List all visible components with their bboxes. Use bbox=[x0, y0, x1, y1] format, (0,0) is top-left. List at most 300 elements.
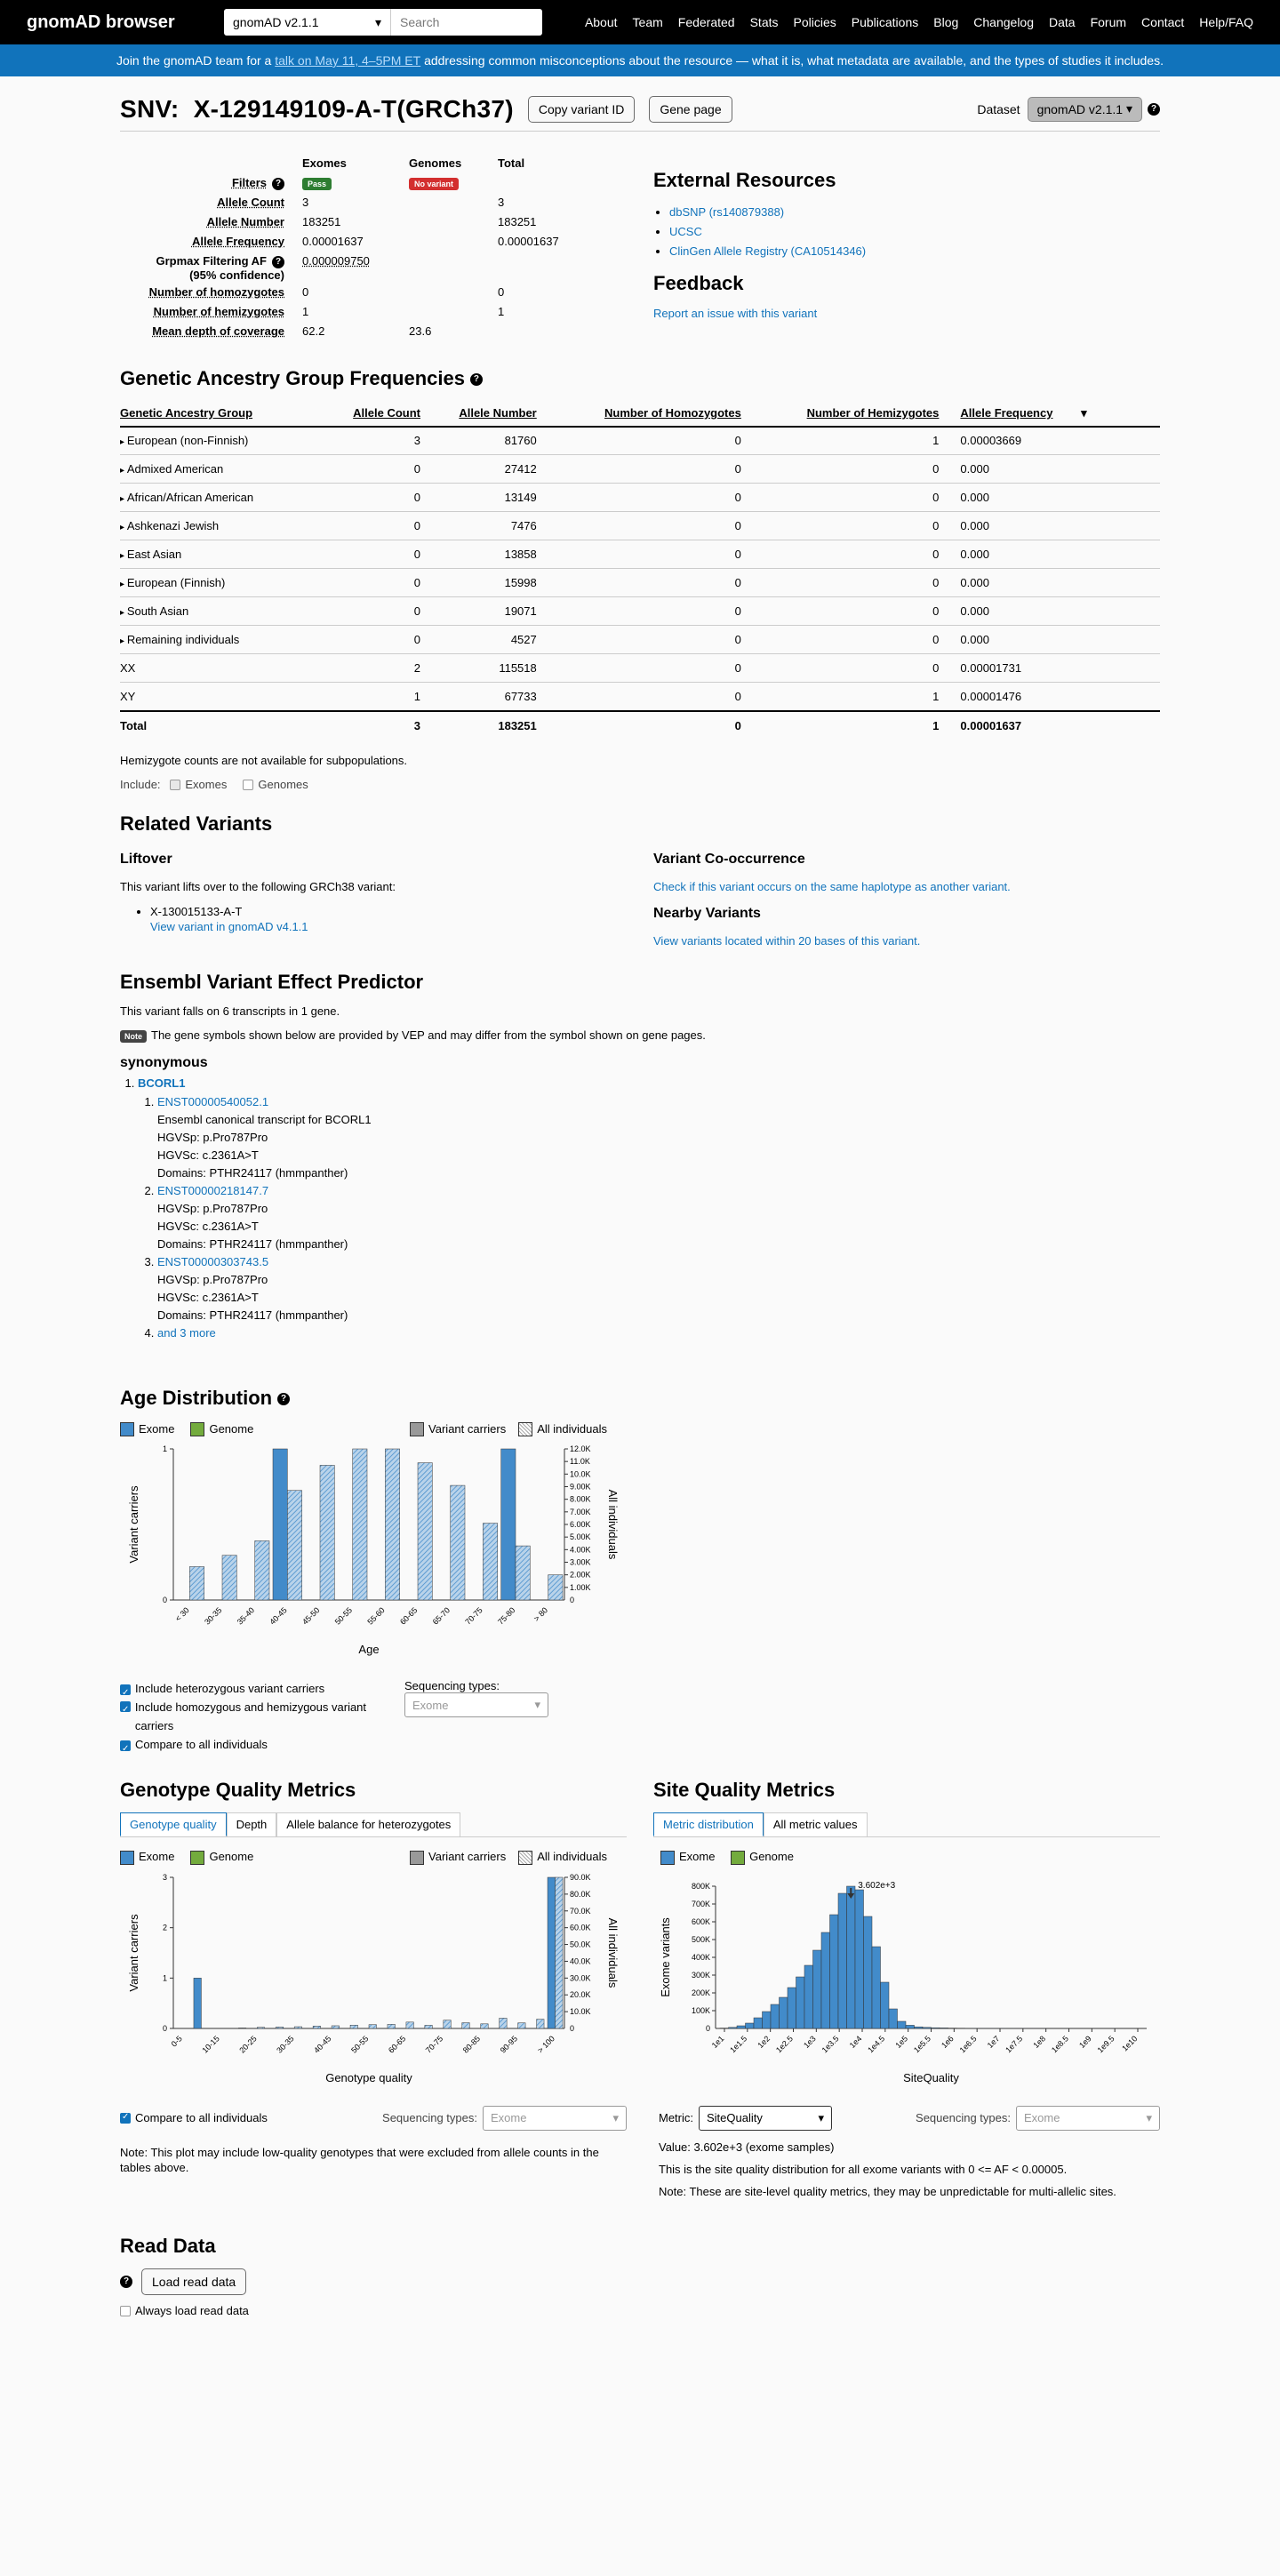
summary-value: 23.6 bbox=[409, 324, 432, 338]
expand-arrow-icon[interactable]: ▸ bbox=[120, 551, 127, 562]
all-individuals-bar[interactable] bbox=[462, 2022, 469, 2028]
ancestry-header-label: Allele Count bbox=[353, 406, 420, 420]
dataset-dropdown[interactable] bbox=[1028, 97, 1142, 122]
histogram-bar[interactable] bbox=[796, 1977, 805, 2028]
ancestry-cell-value: 19071 bbox=[504, 604, 537, 619]
histogram-bar[interactable] bbox=[889, 2009, 898, 2028]
expand-arrow-icon[interactable]: ▸ bbox=[120, 580, 127, 590]
ancestry-header[interactable] bbox=[420, 401, 537, 427]
seq-type-value: Exome bbox=[412, 1698, 449, 1712]
all-individuals-bar[interactable] bbox=[483, 1524, 497, 1600]
summary-cell-exomes bbox=[302, 194, 409, 213]
histogram-bar[interactable] bbox=[847, 1886, 856, 2028]
histogram-bar[interactable] bbox=[855, 1890, 864, 2028]
top-nav bbox=[0, 0, 1280, 44]
ancestry-row[interactable] bbox=[120, 512, 1160, 540]
ancestry-cell-value: 0.000 bbox=[960, 604, 989, 619]
legend-all: All individuals bbox=[537, 1421, 607, 1436]
ancestry-cell-value: 0 bbox=[932, 604, 940, 619]
summary-cell-exomes bbox=[302, 233, 409, 252]
transcript-canonical: Ensembl canonical transcript for BCORL1 bbox=[157, 1112, 372, 1126]
nav-link-team[interactable]: Team bbox=[632, 15, 663, 29]
carrier-bar[interactable] bbox=[501, 1449, 516, 1600]
ancestry-cell bbox=[741, 569, 940, 597]
summary-corner bbox=[120, 155, 302, 174]
caret-down-icon: ▾ bbox=[612, 2110, 619, 2124]
all-individuals-bar[interactable] bbox=[516, 1546, 530, 1600]
gene-link[interactable]: BCORL1 bbox=[138, 1076, 186, 1090]
ancestry-cell bbox=[537, 569, 741, 597]
copy-variant-id-button[interactable]: Copy variant ID bbox=[528, 96, 635, 123]
ancestry-cell bbox=[120, 484, 320, 512]
note-badge: Note bbox=[120, 1030, 147, 1043]
carriers-swatch bbox=[410, 1851, 424, 1865]
all-individuals-bar[interactable] bbox=[287, 1491, 301, 1600]
ancestry-cell-value: 0 bbox=[932, 548, 940, 562]
x-tick-label: 1e3 bbox=[802, 2034, 818, 2050]
histogram-bar[interactable] bbox=[906, 2025, 915, 2028]
ancestry-cell bbox=[537, 683, 741, 711]
summary-row bbox=[120, 213, 568, 233]
all-individuals-bar[interactable] bbox=[444, 2020, 451, 2028]
genotype-quality-chart bbox=[120, 1868, 627, 2100]
external-link[interactable]: ClinGen Allele Registry (CA10514346) bbox=[669, 244, 867, 258]
y2-tick-label: 8.00K bbox=[570, 1494, 591, 1504]
ancestry-total-row bbox=[120, 711, 1160, 740]
ancestry-cell-value: XY bbox=[120, 689, 136, 703]
ancestry-section bbox=[120, 367, 1160, 791]
related-title: Related Variants bbox=[120, 812, 273, 835]
x-tick-label: 1e9 bbox=[1077, 2034, 1093, 2050]
legend-genome: Genome bbox=[209, 1421, 254, 1436]
ancestry-cell bbox=[120, 455, 320, 484]
histogram-bar[interactable] bbox=[804, 1965, 813, 2028]
caret-down-icon: ▾ bbox=[374, 14, 381, 29]
tab-allele-balance[interactable]: Allele balance for heterozygotes bbox=[276, 1812, 460, 1836]
ancestry-cell bbox=[741, 626, 940, 654]
summary-value: 1 bbox=[498, 304, 505, 318]
expand-arrow-icon[interactable]: ▸ bbox=[120, 523, 127, 533]
gq-compare-label: Compare to all individuals bbox=[135, 2111, 268, 2125]
ancestry-row[interactable] bbox=[120, 455, 1160, 484]
ancestry-total-cell bbox=[320, 711, 420, 740]
x-tick-label: 70-75 bbox=[463, 1605, 484, 1627]
ancestry-header-label: Allele Frequency bbox=[960, 405, 1053, 420]
y-tick-label: 500K bbox=[691, 1934, 710, 1944]
genomes-checkbox[interactable] bbox=[243, 780, 253, 790]
histogram-bar[interactable] bbox=[864, 1916, 873, 2028]
x-tick-label: 45-50 bbox=[300, 1605, 322, 1627]
ancestry-cell bbox=[939, 540, 1160, 569]
y2-tick-label: 40.0K bbox=[570, 1956, 591, 1966]
all-individuals-bar[interactable] bbox=[481, 2023, 488, 2028]
help-icon[interactable]: ? bbox=[1148, 103, 1160, 116]
all-individuals-bar[interactable] bbox=[451, 1485, 465, 1600]
help-icon[interactable]: ? bbox=[272, 178, 284, 190]
include-label: Include: bbox=[120, 777, 161, 791]
nav-link-contact[interactable]: Contact bbox=[1141, 15, 1185, 29]
ancestry-header[interactable] bbox=[120, 401, 320, 427]
x-axis-label: Age bbox=[358, 1643, 380, 1657]
ancestry-row[interactable] bbox=[120, 569, 1160, 597]
sq-seq-select[interactable] bbox=[1016, 2106, 1160, 2131]
search-input[interactable]: Search bbox=[391, 9, 542, 36]
metric-label: Metric: bbox=[659, 2111, 693, 2125]
site-quality-section bbox=[653, 1779, 1160, 2199]
include-het-checkbox[interactable] bbox=[120, 1684, 131, 1695]
histogram-bar[interactable] bbox=[754, 2018, 763, 2028]
nav-link-about[interactable]: About bbox=[584, 15, 618, 29]
include-hom-checkbox[interactable] bbox=[120, 1701, 131, 1712]
report-issue-link[interactable]: Report an issue with this variant bbox=[653, 307, 818, 320]
cooccurrence-link[interactable]: Check if this variant occurs on the same haplotype as another variant. bbox=[653, 879, 1011, 893]
histogram-bar[interactable] bbox=[830, 1915, 839, 2028]
all-individuals-bar[interactable] bbox=[425, 2025, 432, 2028]
genomes-checkbox-label: Genomes bbox=[258, 777, 308, 791]
y-axis-label: Variant carriers bbox=[127, 1485, 140, 1564]
histogram-bar[interactable] bbox=[881, 1982, 890, 2028]
ancestry-cell-value: 0 bbox=[734, 576, 741, 590]
expand-arrow-icon[interactable]: ▸ bbox=[120, 608, 127, 619]
histogram-bar[interactable] bbox=[915, 2027, 924, 2028]
y-tick-label: 0 bbox=[162, 1596, 167, 1605]
nav-links bbox=[585, 15, 1253, 29]
transcript-link[interactable]: ENST00000303743.5 bbox=[157, 1254, 269, 1268]
ancestry-cell bbox=[120, 654, 320, 683]
nav-link-helpfaq[interactable]: Help/FAQ bbox=[1199, 15, 1253, 29]
ancestry-row[interactable] bbox=[120, 597, 1160, 626]
all-individuals-bar[interactable] bbox=[332, 2026, 339, 2028]
vep-title: Ensembl Variant Effect Predictor bbox=[120, 970, 424, 993]
summary-value: 0.00001637 bbox=[302, 235, 364, 248]
x-tick-label: 50-55 bbox=[332, 1605, 355, 1627]
ancestry-cell bbox=[120, 512, 320, 540]
nav-link-forum[interactable]: Forum bbox=[1090, 15, 1127, 29]
liftover-link[interactable]: View variant in gnomAD v4.1.1 bbox=[150, 919, 308, 933]
always-load-checkbox[interactable] bbox=[120, 2306, 131, 2316]
all-individuals-bar[interactable] bbox=[350, 2025, 357, 2028]
ancestry-cell-value: African/African American bbox=[126, 491, 254, 505]
y-tick-label: 0 bbox=[705, 2023, 710, 2033]
ancestry-cell bbox=[939, 683, 1160, 711]
summary-cell-genomes bbox=[409, 303, 498, 323]
dataset-select[interactable] bbox=[224, 9, 391, 36]
summary-cell-exomes bbox=[302, 284, 409, 303]
all-individuals-bar[interactable] bbox=[313, 2026, 320, 2028]
ancestry-cell-value: 0 bbox=[734, 604, 741, 619]
liftover-title: Liftover bbox=[120, 851, 172, 867]
x-tick-label: < 30 bbox=[173, 1605, 191, 1624]
external-link[interactable]: UCSC bbox=[669, 225, 702, 238]
no-variant-badge: No variant bbox=[409, 178, 459, 190]
summary-value: 0.00001637 bbox=[498, 235, 559, 248]
ancestry-header[interactable] bbox=[320, 401, 420, 427]
summary-cell-genomes bbox=[409, 194, 498, 213]
ancestry-header-label: Genetic Ancestry Group bbox=[120, 406, 253, 420]
histogram-bar[interactable] bbox=[813, 1950, 822, 2028]
ancestry-header[interactable] bbox=[537, 401, 741, 427]
x-tick-label: 1e1.5 bbox=[728, 2034, 749, 2055]
ancestry-cell-value: 0.00001731 bbox=[960, 661, 1022, 676]
summary-cell-genomes bbox=[409, 323, 498, 342]
expand-arrow-icon[interactable]: ▸ bbox=[120, 466, 127, 476]
all-individuals-swatch bbox=[518, 1422, 532, 1436]
histogram-bar[interactable] bbox=[872, 1947, 881, 2028]
ancestry-cell-value: 0 bbox=[413, 633, 420, 647]
ancestry-row[interactable] bbox=[120, 626, 1160, 654]
gene-page-button[interactable]: Gene page bbox=[649, 96, 732, 123]
transcript-link[interactable]: ENST00000540052.1 bbox=[157, 1094, 269, 1108]
all-individuals-bar[interactable] bbox=[418, 1463, 432, 1600]
ancestry-cell bbox=[320, 683, 420, 711]
all-individuals-bar[interactable] bbox=[537, 2019, 544, 2028]
page-header bbox=[120, 87, 1160, 132]
ancestry-cell-value: 0.000 bbox=[960, 462, 989, 476]
ancestry-cell bbox=[537, 597, 741, 626]
liftover-variant: X-130015133-A-T bbox=[150, 904, 243, 918]
carrier-bar[interactable] bbox=[548, 1877, 555, 2028]
nav-link-data[interactable]: Data bbox=[1049, 15, 1076, 29]
legend-carriers: Variant carriers bbox=[428, 1421, 507, 1436]
ancestry-cell bbox=[939, 654, 1160, 683]
ancestry-cell-value: 2 bbox=[413, 661, 420, 676]
ancestry-cell bbox=[537, 455, 741, 484]
sq-title: Site Quality Metrics bbox=[653, 1779, 836, 1802]
ancestry-row bbox=[120, 654, 1160, 683]
legend-genome: Genome bbox=[749, 1850, 794, 1864]
brand-logo[interactable]: gnomAD browser bbox=[27, 12, 175, 32]
seq-type-select[interactable] bbox=[404, 1692, 548, 1717]
ancestry-cell-value: 115518 bbox=[499, 661, 537, 676]
always-load-label: Always load read data bbox=[135, 2303, 249, 2317]
x-tick-label: 30-35 bbox=[275, 2034, 296, 2055]
ancestry-cell-value: 1 bbox=[413, 689, 420, 703]
summary-cell-exomes bbox=[302, 303, 409, 323]
histogram-bar[interactable] bbox=[780, 1997, 788, 2028]
expand-arrow-icon[interactable]: ▸ bbox=[120, 494, 127, 505]
histogram-bar[interactable] bbox=[821, 1932, 830, 2028]
x-tick-label: 1e6.5 bbox=[957, 2034, 979, 2055]
help-icon[interactable]: ? bbox=[470, 373, 483, 386]
summary-row-label bbox=[120, 323, 302, 342]
histogram-bar[interactable] bbox=[746, 2023, 755, 2028]
transcript-hgvsp: HGVSp: p.Pro787Pro bbox=[157, 1272, 268, 1286]
compare-all-label: Compare to all individuals bbox=[135, 1738, 268, 1752]
ancestry-cell bbox=[420, 427, 537, 455]
x-tick-label: 90-95 bbox=[498, 2034, 520, 2055]
x-tick-label: 80-85 bbox=[460, 2034, 483, 2055]
all-individuals-bar[interactable] bbox=[518, 2022, 525, 2028]
histogram-bar[interactable] bbox=[729, 2027, 738, 2028]
nearby-link[interactable]: View variants located within 20 bases of this variant. bbox=[653, 933, 921, 948]
carrier-bar[interactable] bbox=[273, 1449, 287, 1600]
summary-cell-genomes bbox=[409, 233, 498, 252]
ancestry-total-cell bbox=[741, 711, 940, 740]
exomes-checkbox[interactable] bbox=[170, 780, 180, 790]
ancestry-cell-value: 0 bbox=[932, 633, 940, 647]
marker-label: 3.602e+3 bbox=[858, 1880, 896, 1891]
transcript-item bbox=[157, 1093, 1160, 1182]
histogram-bar[interactable] bbox=[763, 2012, 772, 2028]
ancestry-header[interactable] bbox=[939, 401, 1160, 427]
ancestry-cell bbox=[939, 626, 1160, 654]
all-individuals-bar[interactable] bbox=[222, 1556, 236, 1600]
x-tick-label: 1e9.5 bbox=[1095, 2034, 1116, 2055]
ancestry-cell bbox=[537, 540, 741, 569]
ancestry-cell-value: 0 bbox=[932, 462, 940, 476]
all-individuals-bar[interactable] bbox=[369, 2024, 376, 2028]
summary-value: 1 bbox=[302, 304, 309, 318]
banner-link[interactable]: talk on May 11, 4–5PM ET bbox=[275, 53, 421, 68]
ancestry-cell bbox=[320, 569, 420, 597]
y-axis-label: Exome variants bbox=[659, 1916, 672, 1997]
ancestry-cell bbox=[320, 427, 420, 455]
histogram-bar[interactable] bbox=[771, 2004, 780, 2028]
ancestry-cell-value: European (Finnish) bbox=[126, 576, 226, 590]
vep-section bbox=[120, 971, 1160, 1342]
all-individuals-bar[interactable] bbox=[353, 1449, 367, 1600]
all-individuals-bar[interactable] bbox=[556, 1877, 563, 2028]
histogram-bar[interactable] bbox=[923, 2027, 932, 2028]
ancestry-cell-value: 15998 bbox=[504, 576, 537, 590]
y-tick-label: 100K bbox=[691, 2005, 710, 2015]
ancestry-cell-value: 0 bbox=[932, 519, 940, 533]
summary-row bbox=[120, 323, 568, 342]
summary-row-label bbox=[120, 284, 302, 303]
y-tick-label: 1 bbox=[162, 1973, 167, 1983]
y2-axis-label: All individuals bbox=[606, 1917, 620, 1988]
ancestry-cell bbox=[420, 512, 537, 540]
y2-tick-label: 70.0K bbox=[570, 1906, 591, 1916]
y2-axis-label: All individuals bbox=[606, 1489, 620, 1560]
legend-all: All individuals bbox=[537, 1850, 607, 1864]
sq-note: Note: These are site-level quality metrics, they may be unpredictable for multi-allelic sites. bbox=[659, 2184, 1116, 2198]
all-individuals-bar[interactable] bbox=[548, 1575, 563, 1600]
ancestry-cell-value: 13149 bbox=[504, 491, 537, 505]
ancestry-cell bbox=[320, 626, 420, 654]
metric-select[interactable] bbox=[699, 2106, 832, 2131]
transcript-link[interactable]: ENST00000218147.7 bbox=[157, 1183, 269, 1197]
external-link[interactable]: dbSNP (rs140879388) bbox=[669, 205, 785, 219]
all-individuals-bar[interactable] bbox=[385, 1449, 399, 1600]
ancestry-header[interactable] bbox=[741, 401, 940, 427]
ancestry-cell-value: 0 bbox=[734, 689, 741, 703]
tab-metric-distribution[interactable]: Metric distribution bbox=[653, 1812, 764, 1836]
ancestry-cell-value: 27412 bbox=[504, 462, 537, 476]
help-icon[interactable]: ? bbox=[277, 1393, 290, 1405]
histogram-bar[interactable] bbox=[838, 1893, 847, 2028]
ancestry-cell bbox=[537, 484, 741, 512]
nav-link-changelog[interactable]: Changelog bbox=[973, 15, 1035, 29]
histogram-bar[interactable] bbox=[788, 1988, 796, 2028]
x-tick-label: 1e2.5 bbox=[773, 2034, 795, 2055]
transcript-hgvsc: HGVSc: c.2361A>T bbox=[157, 1148, 259, 1162]
ancestry-cell bbox=[741, 427, 940, 455]
ancestry-row[interactable] bbox=[120, 540, 1160, 569]
all-individuals-bar[interactable] bbox=[388, 2024, 395, 2028]
ancestry-cell bbox=[537, 427, 741, 455]
summary-row bbox=[120, 252, 568, 284]
summary-value: 0 bbox=[302, 284, 309, 299]
ancestry-cell-value: 0 bbox=[734, 633, 741, 647]
ancestry-cell-value: 0 bbox=[734, 462, 741, 476]
ancestry-cell-value: 0 bbox=[932, 576, 940, 590]
sq-seq-value: Exome bbox=[1024, 2111, 1060, 2125]
all-individuals-bar[interactable] bbox=[294, 2027, 301, 2028]
nav-link-federated[interactable]: Federated bbox=[677, 15, 735, 29]
histogram-bar[interactable] bbox=[737, 2026, 746, 2028]
ancestry-cell bbox=[537, 512, 741, 540]
all-individuals-bar[interactable] bbox=[255, 1541, 269, 1601]
summary-row-label bbox=[120, 174, 302, 194]
ancestry-total-value: 183251 bbox=[498, 718, 537, 732]
ancestry-cell bbox=[939, 569, 1160, 597]
ancestry-cell-value: 0 bbox=[413, 462, 420, 476]
x-tick-label: 55-60 bbox=[365, 1605, 387, 1627]
histogram-bar[interactable] bbox=[898, 2021, 907, 2028]
tab-depth[interactable]: Depth bbox=[227, 1812, 277, 1836]
expand-arrow-icon[interactable]: ▸ bbox=[120, 437, 127, 448]
load-read-data-button[interactable]: Load read data bbox=[141, 2268, 246, 2295]
nav-link-publications[interactable]: Publications bbox=[851, 15, 919, 29]
ancestry-cell bbox=[537, 626, 741, 654]
sq-seq-label: Sequencing types: bbox=[916, 2111, 1011, 2125]
nearby-title: Nearby Variants bbox=[653, 905, 761, 921]
nav-link-stats[interactable]: Stats bbox=[749, 15, 779, 29]
liftover-text: This variant lifts over to the following GRCh38 variant: bbox=[120, 879, 396, 893]
summary-table bbox=[120, 155, 568, 342]
ancestry-row[interactable] bbox=[120, 427, 1160, 455]
carrier-bar[interactable] bbox=[194, 1978, 201, 2028]
ancestry-cell-value: East Asian bbox=[126, 548, 182, 562]
ancestry-cell-value: 0.000 bbox=[960, 548, 989, 562]
exome-swatch bbox=[120, 1422, 134, 1436]
help-icon[interactable]: ? bbox=[272, 256, 284, 268]
tab-genotype-quality[interactable]: Genotype quality bbox=[120, 1812, 227, 1836]
expand-arrow-icon[interactable]: ▸ bbox=[120, 636, 127, 647]
nav-link-policies[interactable]: Policies bbox=[793, 15, 836, 29]
y2-tick-label: 2.00K bbox=[570, 1570, 591, 1580]
external-link-item bbox=[669, 222, 1160, 242]
all-individuals-bar[interactable] bbox=[189, 1567, 204, 1601]
metric-value: SiteQuality bbox=[707, 2111, 763, 2125]
all-individuals-bar[interactable] bbox=[320, 1466, 334, 1601]
ancestry-row[interactable] bbox=[120, 484, 1160, 512]
sq-value: Value: 3.602e+3 (exome samples) bbox=[659, 2140, 835, 2154]
tab-all-metric-values[interactable]: All metric values bbox=[764, 1812, 868, 1836]
all-individuals-bar[interactable] bbox=[406, 2022, 413, 2028]
summary-row bbox=[120, 194, 568, 213]
compare-all-checkbox[interactable] bbox=[120, 1740, 131, 1751]
all-individuals-bar[interactable] bbox=[257, 2027, 264, 2028]
y2-tick-label: 90.0K bbox=[570, 1872, 591, 1882]
nav-link-blog[interactable]: Blog bbox=[933, 15, 959, 29]
summary-row-label bbox=[120, 194, 302, 213]
ancestry-header-label: Allele Number bbox=[459, 406, 537, 420]
gq-seq-select[interactable] bbox=[483, 2106, 627, 2131]
more-transcripts-link[interactable]: and 3 more bbox=[157, 1325, 216, 1340]
legend-exome: Exome bbox=[139, 1421, 175, 1436]
all-individuals-bar[interactable] bbox=[276, 2027, 283, 2028]
x-tick-label: 1e3.5 bbox=[820, 2034, 841, 2055]
help-icon[interactable]: ? bbox=[120, 2276, 132, 2288]
gq-compare-checkbox[interactable] bbox=[120, 2113, 131, 2124]
ancestry-cell-value: European (non-Finnish) bbox=[126, 434, 249, 448]
x-tick-label: 40-45 bbox=[268, 1605, 289, 1627]
feedback-title: Feedback bbox=[653, 272, 744, 294]
ancestry-cell bbox=[741, 654, 940, 683]
all-individuals-bar[interactable] bbox=[500, 2018, 507, 2028]
